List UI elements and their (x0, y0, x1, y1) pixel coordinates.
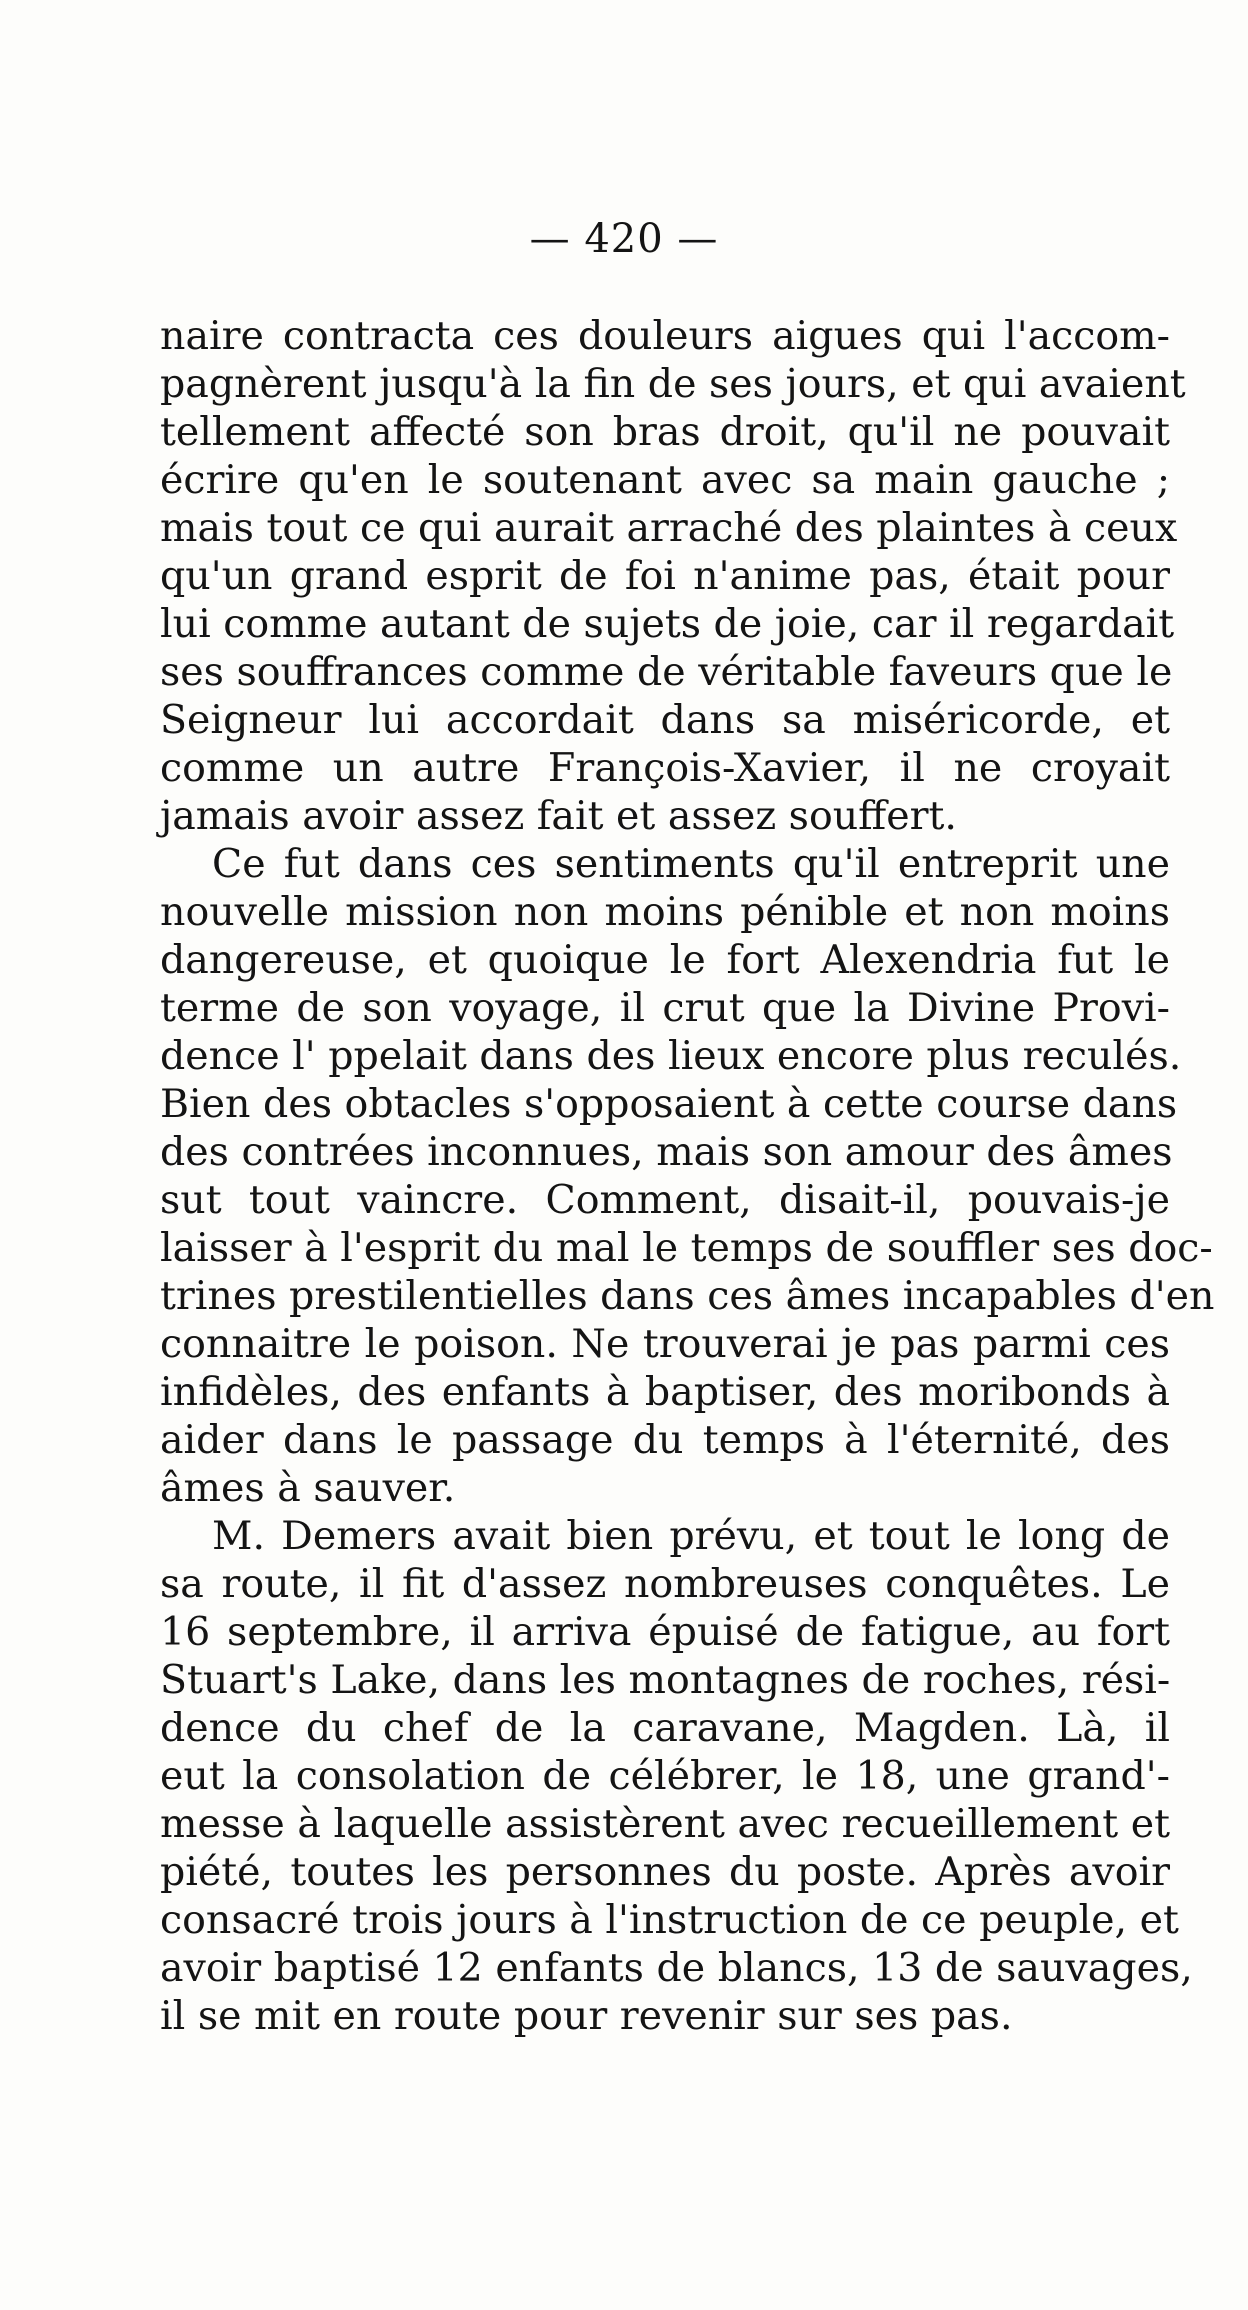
text-line: qu'un grand esprit de foi n'anime pas, était pour (160, 553, 1170, 599)
text-line: Bien des obtacles s'opposaient à cette course dans (160, 1081, 1178, 1127)
text-line: terme de son voyage, il crut que la Divine Provi- (160, 985, 1170, 1031)
text-line: dence du chef de la caravane, Magden. Là, il (160, 1705, 1170, 1751)
text-line: connaitre le poison. Ne trouverai je pas parmi ces (160, 1321, 1170, 1367)
text-line: tellement affecté son bras droit, qu'il ne pouvait (160, 409, 1170, 455)
text-line: trines prestilentielles dans ces âmes incapables d'en (160, 1273, 1215, 1319)
body-text (160, 312, 1215, 2040)
text-line: mais tout ce qui aurait arraché des plaintes à ceux (160, 505, 1178, 551)
text-line: des contrées inconnues, mais son amour des âmes (160, 1129, 1173, 1175)
text-line: nouvelle mission non moins pénible et non moins (160, 889, 1170, 935)
text-line: écrire qu'en le soutenant avec sa main gauche ; (160, 457, 1170, 503)
text-line: avoir baptisé 12 enfants de blancs, 13 de sauvages, (160, 1945, 1193, 1991)
text-line: sut tout vaincre. Comment, disait-il, pouvais-je (160, 1177, 1170, 1223)
text-line: Ce fut dans ces sentiments qu'il entreprit une (212, 841, 1170, 887)
text-line: laisser à l'esprit du mal le temps de souffler ses doc- (160, 1225, 1213, 1271)
text-line: piété, toutes les personnes du poste. Après avoir (160, 1849, 1170, 1895)
text-line: lui comme autant de sujets de joie, car il regardait (160, 601, 1175, 647)
text-line: sa route, il fit d'assez nombreuses conquêtes. Le (160, 1561, 1170, 1607)
text-line: 16 septembre, il arriva épuisé de fatigue, au fort (160, 1609, 1170, 1655)
text-line: comme un autre François-Xavier, il ne croyait (160, 745, 1170, 791)
text-line: consacré trois jours à l'instruction de ce peuple, et (160, 1897, 1179, 1943)
text-line: jamais avoir assez fait et assez souffert. (160, 793, 957, 839)
text-line: pagnèrent jusqu'à la fin de ses jours, et qui avaient (160, 361, 1186, 407)
text-line: dence l' ppelait dans des lieux encore plus reculés. (160, 1033, 1182, 1079)
text-line: messe à laquelle assistèrent avec recueillement et (160, 1801, 1170, 1847)
text-line: eut la consolation de célébrer, le 18, une grand'- (160, 1753, 1170, 1799)
text-line: dangereuse, et quoique le fort Alexendria fut le (160, 937, 1170, 983)
text-line: naire contracta ces douleurs aigues qui l'accom- (160, 313, 1170, 359)
text-line: il se mit en route pour revenir sur ses pas. (160, 1993, 1013, 2039)
text-line: ses souffrances comme de véritable faveurs que le (160, 649, 1173, 695)
text-line: aider dans le passage du temps à l'éternité, des (160, 1417, 1170, 1463)
text-line: Stuart's Lake, dans les montagnes de roches, rési- (160, 1657, 1171, 1703)
page-number: — 420 — (529, 216, 719, 262)
text-line: Seigneur lui accordait dans sa miséricorde, et (160, 697, 1170, 743)
text-line: infidèles, des enfants à baptiser, des moribonds à (160, 1369, 1170, 1415)
text-line: âmes à sauver. (160, 1465, 456, 1511)
text-line: M. Demers avait bien prévu, et tout le long de (212, 1513, 1170, 1559)
